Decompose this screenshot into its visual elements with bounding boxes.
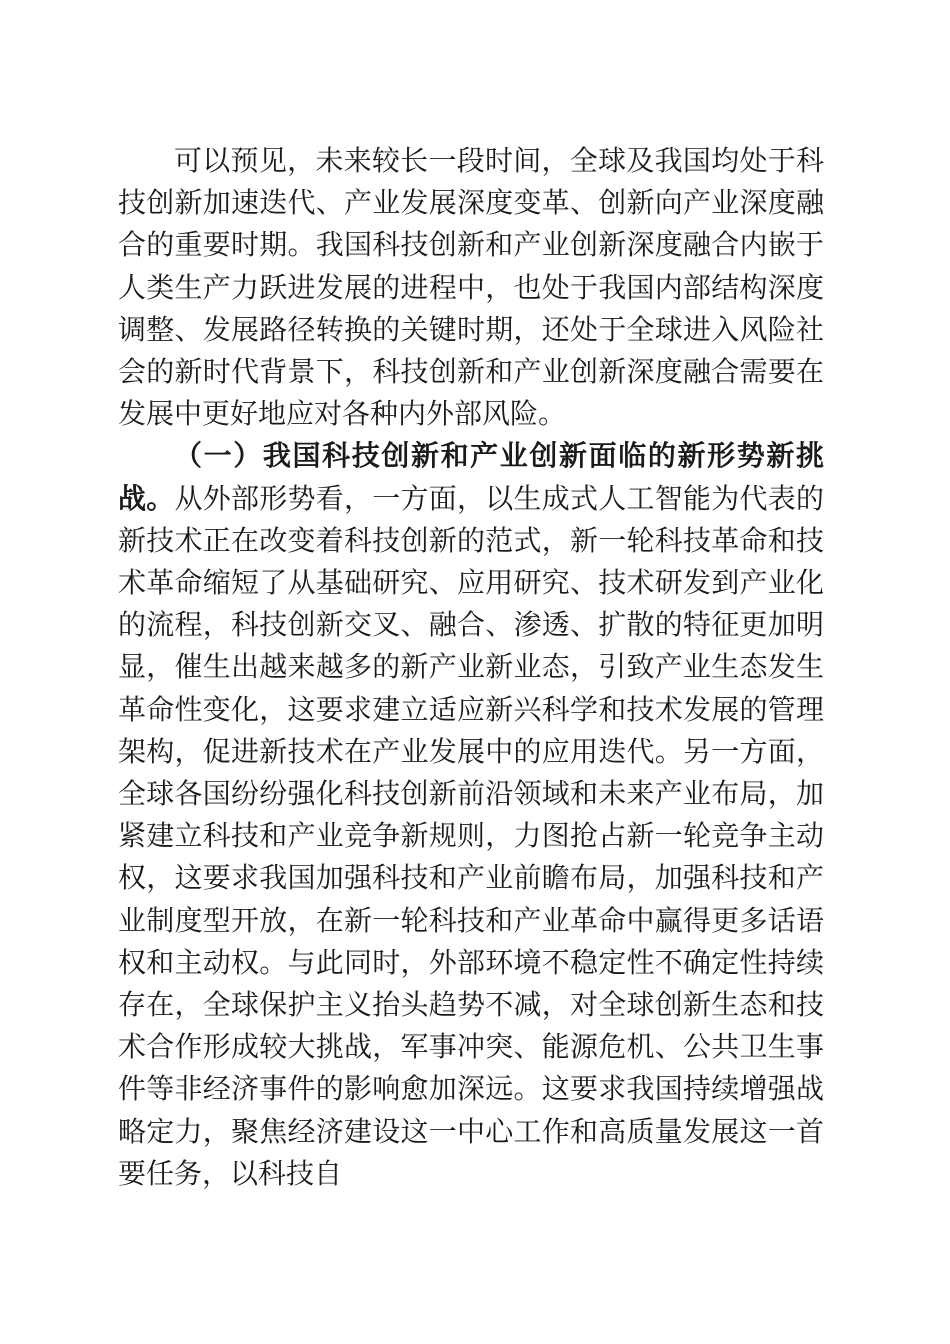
section-body-text: 从外部形势看，一方面，以生成式人工智能为代表的新技术正在改变着科技创新的范式，新一轮科技革命和技术革命缩短了从基础研究、应用研究、技术研发到产业化的流程，科技创新交叉、融合、渗透、扩散的特征更加明显，催生出越来越多的新产业新业态，引致产业生态发生革命性变化，这要求建立适应新兴科学和技术发展的管理架构，促进新技术在产业发展中的应用迭代。另一方面，全球各国纷纷强化科技创新前沿领域和未来产业布局，加紧建立科技和产业竞争新规则，力图抢占新一轮竞争主动权，这要求我国加强科技和产业前瞻布局，加强科技和产业制度型开放，在新一轮科技和产业革命中赢得更多话语权和主动权。与此同时，外部环境不稳定性不确定性持续存在，全球保护主义抬头趋势不减，对全球创新生态和技术合作形成较大挑战，军事冲突、能源危机、公共卫生事件等非经济事件的影响愈加深远。这要求我国持续增强战略定力，聚焦经济建设这一中心工作和高质量发展这一首要任务，以科技自 xyxy=(118,481,824,1190)
paragraph-intro: 可以预见，未来较长一段时间，全球及我国均处于科技创新加速迭代、产业发展深度变革、创新向产业深度融合的重要时期。我国科技创新和产业创新深度融合内嵌于人类生产力跃进发展的进程中，也处于我国内部结构深度调整、发展路径转换的关键时期，还处于全球进入风险社会的新时代背景下，科技创新和产业创新深度融合需要在发展中更好地应对各种内外部风险。 xyxy=(118,144,824,431)
section-heading: （一）我国科技创新和产业创新面临的新形势新挑战。 xyxy=(118,439,824,515)
paragraph-section-1 xyxy=(118,435,824,1195)
body-text xyxy=(118,140,824,1195)
